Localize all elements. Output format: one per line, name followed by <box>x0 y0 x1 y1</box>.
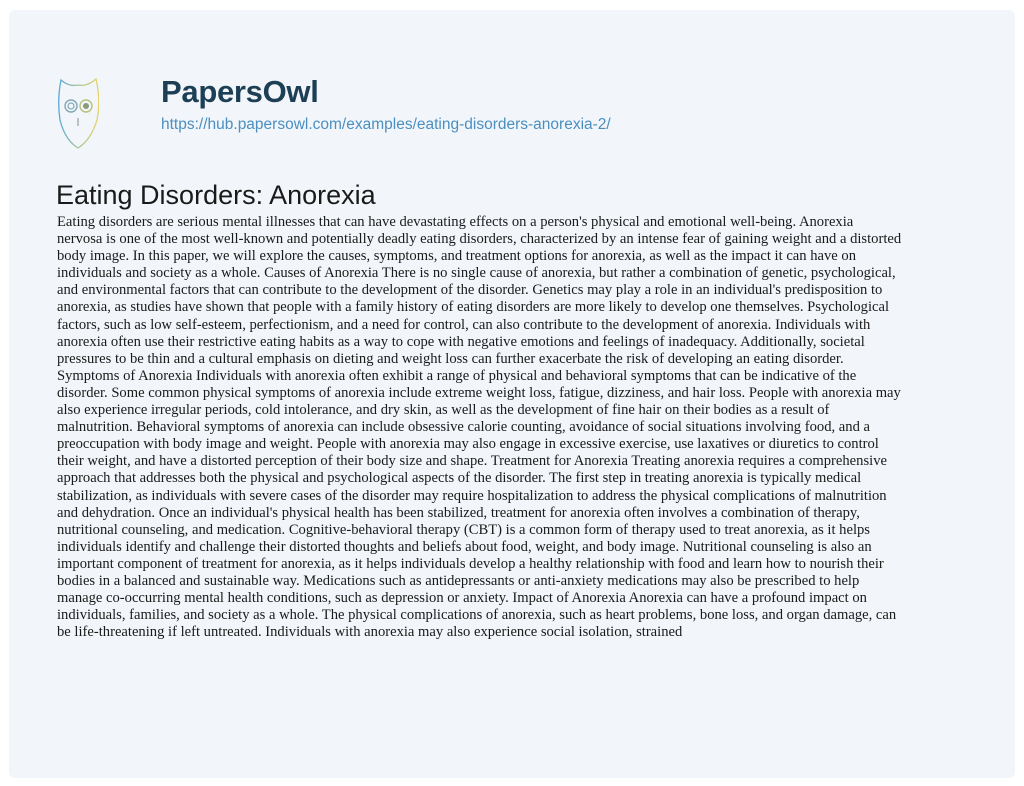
page-title: Eating Disorders: Anorexia <box>56 180 376 210</box>
body-text-line: also experience irregular periods, cold intolerance, and dry skin, as well as the development of fine hair on their bodies as a result of <box>57 402 830 419</box>
body-text-line: their weight, and have a distorted perception of their body size and shape. Treatment for Anorexia Treating anorexia requires a comprehensive <box>57 453 887 470</box>
owl-logo-icon <box>57 70 99 152</box>
body-text-line: anorexia often use their restrictive eating habits as a way to cope with negative emotions and feelings of inadequacy. Additionally, societal <box>57 333 865 350</box>
body-text-line: nervosa is one of the most well-known and potentially deadly eating disorders, characterized by an intense fear of gaining weight and a distorted <box>57 231 902 248</box>
body-text-line: preoccupation with body image and weight. People with anorexia may also engage in excessive exercise, use laxatives or diuretics to control <box>57 436 879 453</box>
source-url-link[interactable]: https://hub.papersowl.com/examples/eating-disorders-anorexia-2/ <box>161 116 611 133</box>
body-text-line: approach that addresses both the physical and psychological aspects of the disorder. The first step in treating anorexia is typically medical <box>57 470 862 487</box>
body-text-line: Eating disorders are serious mental illnesses that can have devastating effects on a person's physical and emotional well-being. Anorexia <box>57 214 854 230</box>
document-body <box>57 214 901 641</box>
body-text-line: factors, such as low self-esteem, perfectionism, and a need for control, can also contribute to the development of anorexia. Individuals with <box>57 316 871 333</box>
body-text-line: stabilization, as individuals with severe cases of the disorder may require hospitalization to address the physical complications of malnutrition <box>57 487 887 504</box>
body-text-line: important component of treatment for anorexia, as it helps individuals develop a healthy relationship with food and learn how to nourish their <box>57 555 884 572</box>
body-text-line: pressures to be thin and a cultural emphasis on dieting and weight loss can further exacerbate the risk of developing an eating disorder. <box>57 350 844 367</box>
body-text-line: disorder. Some common physical symptoms of anorexia include extreme weight loss, fatigue, dizziness, and hair loss. People with anorexia may <box>57 384 901 401</box>
body-text-line: anorexia, as studies have shown that people with a family history of eating disorders are more likely to develop one themselves. Psychological <box>57 299 890 316</box>
body-text-line: and environmental factors that can contribute to the development of the disorder. Genetics may play a role in an individual's predisposition to <box>57 282 883 299</box>
body-text-line: bodies in a balanced and sustainable way. Medications such as antidepressants or anti-anxiety medications may also be prescribed to help <box>57 572 860 589</box>
body-text-line: body image. In this paper, we will explore the causes, symptoms, and treatment options for anorexia, as well as the impact it can have on <box>57 248 857 265</box>
body-text-line: individuals and society as a whole. Causes of Anorexia There is no single cause of anorexia, but rather a combination of genetic, psychological, <box>57 265 896 282</box>
body-text-line: Symptoms of Anorexia Individuals with anorexia often exhibit a range of physical and behavioral symptoms that can be indicative of the <box>57 367 857 384</box>
page-card <box>9 10 1015 778</box>
body-text-line: individuals identify and challenge their distorted thoughts and beliefs about food, weight, and body image. Nutritional counseling is also an <box>57 538 872 555</box>
body-text-line: nutritional counseling, and medication. Cognitive-behavioral therapy (CBT) is a common form of therapy used to treat anorexia, as it helps <box>57 521 870 538</box>
body-text-line: be life-threatening if left untreated. Individuals with anorexia may also experience social isolation, strained <box>57 624 683 641</box>
body-text-line: malnutrition. Behavioral symptoms of anorexia can include obsessive calorie counting, avoidance of social situations involving food, and a <box>57 419 870 436</box>
body-text-line: and dehydration. Once an individual's physical health has been stabilized, treatment for anorexia often involves a combination of therapy, <box>57 504 860 521</box>
body-text-line: manage co-occurring mental health conditions, such as depression or anxiety. Impact of Anorexia Anorexia can have a profound impact on <box>57 590 867 607</box>
body-text-line: individuals, families, and society as a whole. The physical complications of anorexia, such as heart problems, bone loss, and organ damage, can <box>57 607 897 624</box>
brand-name: PapersOwl <box>161 74 319 109</box>
